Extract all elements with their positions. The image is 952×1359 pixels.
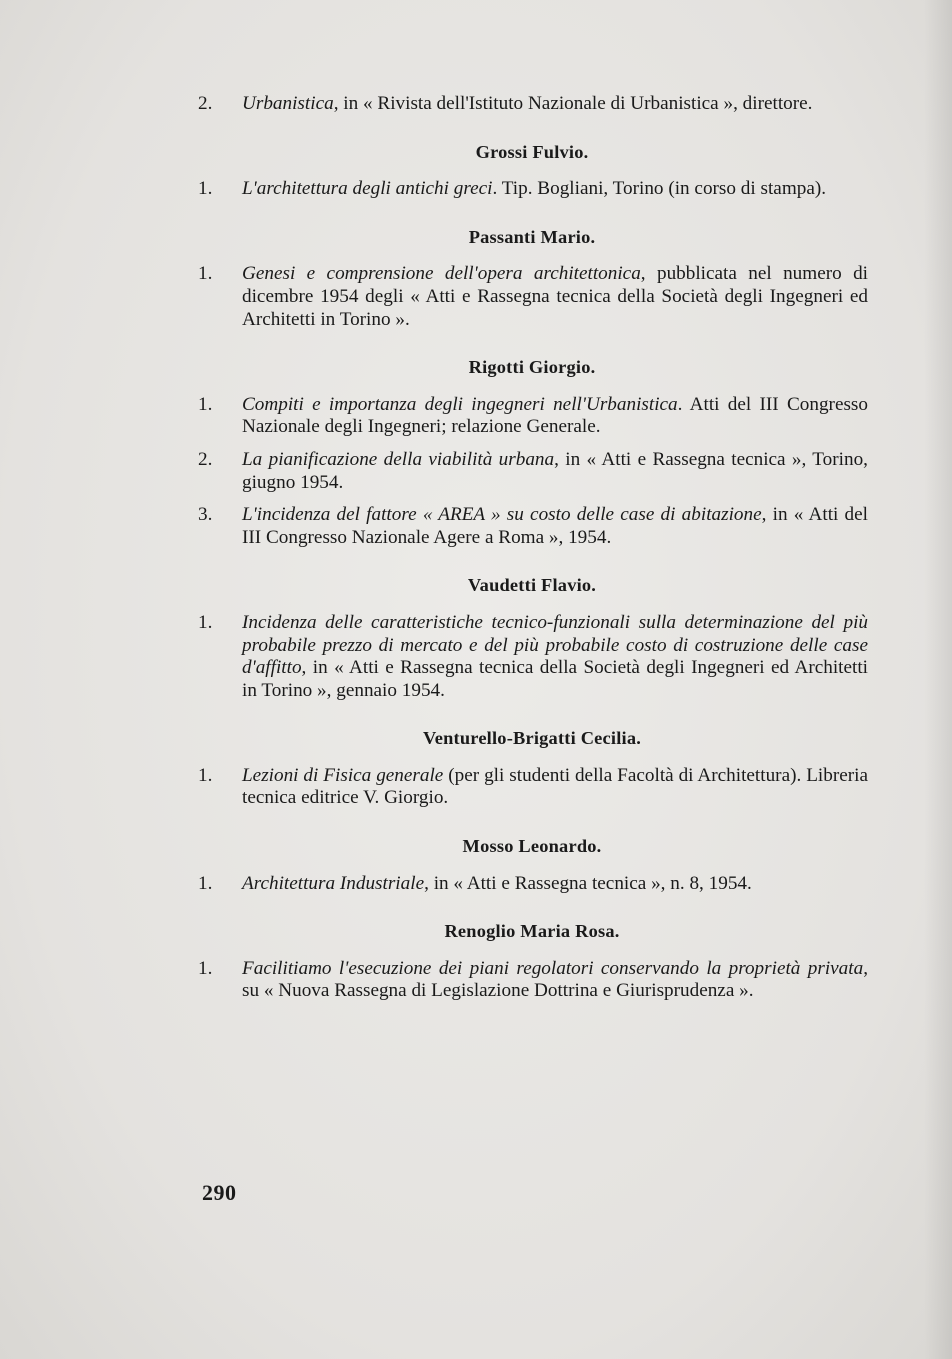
item-details: , in « Atti e Rassegna tecnica della Società degli Ingegneri ed Architetti in Torino », gennaio 1954. xyxy=(242,657,868,701)
item-number: 1. xyxy=(198,764,213,786)
author-heading: Mosso Leonardo. xyxy=(462,836,602,857)
item-title: Urbanistica xyxy=(242,93,334,114)
item-number: 1. xyxy=(198,611,213,633)
list-item xyxy=(196,873,868,896)
item-number: 1. xyxy=(198,263,213,285)
list-item xyxy=(196,93,868,116)
item-details: , in « Atti e Rassegna tecnica », Torino, giugno 1954. xyxy=(242,448,868,493)
item-number: 1. xyxy=(198,872,213,894)
item-details: . Atti del III Congresso Nazionale degli Ingegneri; relazione Generale. xyxy=(242,393,868,438)
item-number: 1. xyxy=(198,957,213,979)
list-item xyxy=(196,765,868,810)
bibliography-list xyxy=(196,93,868,1003)
item-details: . Tip. Bogliani, Torino (in corso di stampa). xyxy=(492,178,827,200)
author-heading: Renoglio Maria Rosa. xyxy=(444,921,620,942)
item-title: Incidenza delle caratteristiche tecnico-funzionali sulla determinazione del più probabile prezzo di mercato e del più probabile costo di costruzione delle case d'affitto xyxy=(242,611,868,679)
author-heading: Grossi Fulvio. xyxy=(475,141,589,162)
item-number: 2. xyxy=(198,448,213,470)
list-item xyxy=(196,394,868,439)
item-number: 1. xyxy=(198,393,213,415)
item-title: La pianificazione della viabilità urbana xyxy=(242,448,555,470)
item-number: 1. xyxy=(198,178,213,200)
item-details: , in « Atti e Rassegna tecnica », n. 8, 1954. xyxy=(424,872,752,894)
author-heading: Passanti Mario. xyxy=(468,226,596,247)
list-item xyxy=(196,504,868,549)
list-item xyxy=(196,958,868,1003)
item-title: Facilitiamo l'esecuzione dei piani regolatori conservando la proprietà privata xyxy=(242,957,864,979)
page-number: 290 xyxy=(202,1180,237,1205)
item-details: , in « Rivista dell'Istituto Nazionale di Urbanistica », direttore. xyxy=(333,93,813,114)
author-heading: Vaudetti Flavio. xyxy=(467,575,597,596)
item-title: Genesi e comprensione dell'opera architettonica xyxy=(242,263,641,285)
item-details: , su « Nuova Rassegna di Legislazione Dottrina e Giurisprudenza ». xyxy=(242,957,868,1002)
item-title: L'architettura degli antichi greci xyxy=(242,178,493,200)
list-item xyxy=(196,263,868,331)
item-details: (per gli studenti della Facoltà di Architettura). Libreria tecnica editrice V. Giorgio. xyxy=(242,764,868,809)
item-number: 3. xyxy=(198,504,213,526)
item-title: L'incidenza del fattore « AREA » su costo delle case di abitazione xyxy=(242,504,762,526)
page-edge-shadow xyxy=(924,0,952,1359)
item-details: , in « Atti del III Congresso Nazionale Agere a Roma », 1954. xyxy=(242,504,868,548)
item-number: 2. xyxy=(198,93,213,114)
item-title: Lezioni di Fisica generale xyxy=(242,764,444,786)
item-title: Architettura Industriale xyxy=(242,872,425,894)
list-item xyxy=(196,612,868,702)
list-item xyxy=(196,178,868,201)
item-details: , pubblicata nel numero di dicembre 1954 degli « Atti e Rassegna tecnica della Società degli Ingegneri ed Architetti in Torino ». xyxy=(242,263,868,330)
author-heading: Rigotti Giorgio. xyxy=(468,357,596,378)
author-heading: Venturello-Brigatti Cecilia. xyxy=(422,728,642,749)
list-item xyxy=(196,449,868,494)
item-title: Compiti e importanza degli ingegneri nell'Urbanistica xyxy=(242,393,678,415)
